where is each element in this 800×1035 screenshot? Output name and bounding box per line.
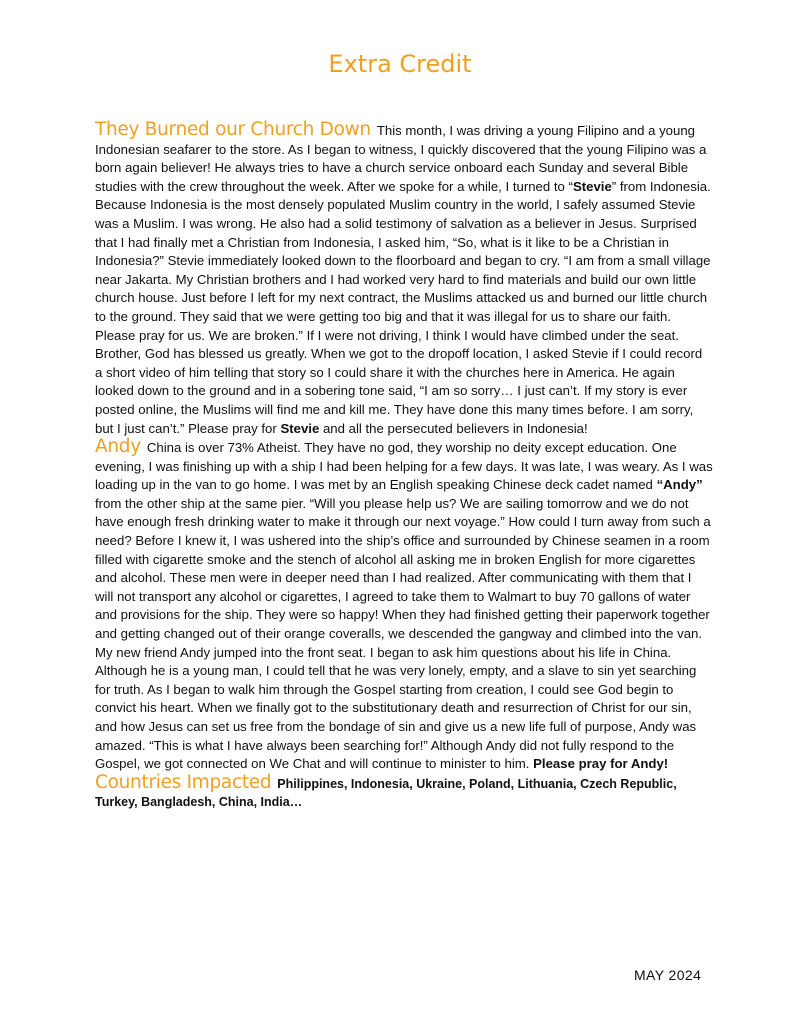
body-text: ” from Indonesia. Because Indonesia is the most densely populated Muslim country in the world, I safely assumed Stevie was a Muslim. I was wrong. He also had a solid testimony of salvation as a believer in Jesus. Surprised that I had finally met a Christian from Indonesia, I asked him, “So, what is it like to be a Christian in Indonesia?” Stevie immediately looked down to the floorboard and began to cry. “I am from a small village near Jakarta. My Christian brothers and I had worked very hard to find materials and build our own little church house. Just before I left for my next contract, the Muslims attacked us and burned our little church to the ground. They said that we were getting too big and that it was illegal for us to share our faith. Please pray for us. We are broken.” If I were not driving, I think I would have climbed under the seat. Brother, God has blessed us greatly. When we got to the dropoff location, I asked Stevie if I could record a short video of him telling that story so I could share it with the churches here in America. He again looked down to the ground and in a sobering tone said, “I am so sorry… I just can’t. If my story is ever posted online, the Muslims will find me and kill me. They have done this many times before. I am sorry, but I just can’t.” Please pray for (95, 178, 711, 436)
prayer-request: Please pray for Andy! (533, 756, 669, 772)
section-heading: Countries Impacted (95, 771, 272, 793)
section-church-burned (95, 121, 713, 438)
bold-name: “Andy” (656, 477, 703, 493)
issue-date: MAY 2024 (634, 967, 702, 983)
section-heading: They Burned our Church Down (95, 119, 371, 140)
countries-list: Philippines, Indonesia, Ukraine, Poland, Lithuania, Czech Republic, Turkey, Bangladesh, China, India… (95, 776, 677, 810)
section-heading: Andy (95, 436, 141, 458)
body-text: and all the persecuted believers in Indonesia! (319, 420, 588, 436)
bold-name: Stevie (280, 420, 320, 436)
section-countries (95, 771, 713, 812)
bold-name: Stevie (572, 178, 612, 194)
newsletter-body (95, 121, 713, 812)
body-text: China is over 73% Atheist. They have no god, they worship no deity except education. One evening, I was finishing up with a ship I had been helping for a few days. It was late, I was weary. As I was loading up in the van to go home. I was met by an English speaking Chinese deck cadet named (95, 440, 713, 493)
page-title: Extra Credit (328, 50, 472, 78)
body-text: This month, I was driving a young Filipino and a young Indonesian seafarer to the store. As I began to witness, I quickly discovered that the young Filipino was a born again believer! He always tries to have a church service onboard each Sunday and several Bible studies with the crew throughout the week. After we spoke for a while, I turned to “ (95, 123, 707, 194)
section-andy (95, 438, 713, 774)
body-text: from the other ship at the same pier. “Will you please help us? We are sailing tomorrow and we do not have enough fresh drinking water to make it through our next voyage.” How could I turn away from such a need? Before I knew it, I was ushered into the ship’s office and surrounded by Chinese seamen in a room filled with cigarette smoke and the stench of alcohol all asking me in broken English for more cigarettes and alcohol. These men were in deeper need than I had realized. After communicating with them that I will not transport any alcohol or cigarettes, I agreed to take them to Walmart to buy 70 gallons of water and provisions for the ship. They were so happy! When they had finished getting their paperwork together and getting changed out of their orange coveralls, we descended the gangway and climbed into the van. My new friend Andy jumped into the front seat. I began to ask him questions about his life in China. Although he is a young man, I could tell that he was very lonely, empty, and a slave to sin yet searching for truth. As I began to walk him through the Gospel starting from creation, I could see God begin to convict his heart. When we finally got to the substitutionary death and resurrection of Christ for our sin, and how Jesus can set us free from the bondage of sin and give us a new life full of purpose, Andy was amazed. “This is what I have always been searching for!” Although Andy did not fully respond to the Gospel, we got connected on We Chat and will continue to minister to him. (95, 495, 711, 772)
